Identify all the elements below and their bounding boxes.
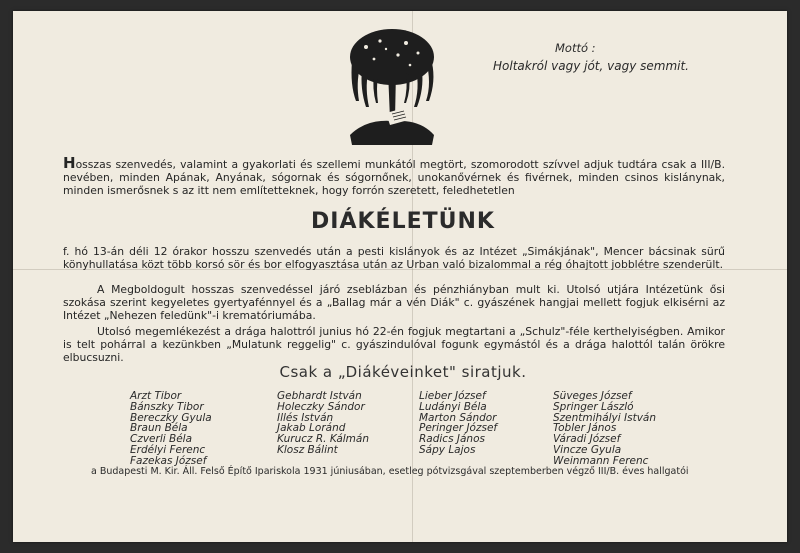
name: Ludányi Béla xyxy=(419,400,487,413)
motto-label: Mottó : xyxy=(555,41,596,55)
name: Tobler János xyxy=(553,422,617,435)
memorial-text: Utolsó megemlékezést a drága halottról junius hó 22-én fogjuk megtartani a „Schulz"-féle kerthelyiségben. Amikor is telt pohárral a kezünkben „Mulatunk reggelig" c. gyászindulóval fogunk egymástól és a drága halottól talán örökre elbucsuzni. xyxy=(63,325,725,364)
name: Weinmann Ferenc xyxy=(553,454,649,467)
motto-text: Holtakról vagy jót, vagy semmit. xyxy=(493,59,689,73)
intro-text: osszas szenvedés, valamint a gyakorlati és szellemi munkától megtört, szomorodott szívvel adjuk tudtára csak a III/B. nevében, minden Apának, Anyának, sógornak és sógornőnek, unokanővérnek és fivérnek, minden csinos kislánynak, minden ismerősnek s az itt nem említetteknek, hogy forrón szeretett, feledhetetlen xyxy=(63,158,725,197)
name: Arzt Tibor xyxy=(130,390,182,402)
names-column-3 xyxy=(419,391,497,456)
mourners-line: Csak a „Diákéveinket" siratjuk. xyxy=(279,363,527,381)
name: Klosz Bálint xyxy=(277,443,338,456)
name: Erdélyi Ferenc xyxy=(130,443,206,456)
death-paragraph: f. hó 13-án déli 12 órakor hosszu szenvedés után a pesti kislányok és az Intézet „Simákjának", Mencer bácsinak sürű könyhullatása közt több korsó sör és bor elfogyasztása után az Urban való bizalommal a rég óhajtott jobblétre szenderült. xyxy=(63,245,725,271)
intro-paragraph xyxy=(63,154,725,197)
obituary-title: DIÁKÉLETÜNK xyxy=(311,209,495,234)
name: Peringer József xyxy=(419,422,498,435)
obituary-sheet xyxy=(13,11,787,542)
name: Marton Sándor xyxy=(419,411,497,424)
funeral-paragraph xyxy=(63,283,725,322)
name: Radics János xyxy=(419,433,485,446)
names-column-4 xyxy=(553,391,656,467)
name: Bánszky Tibor xyxy=(130,400,204,413)
name: Lieber József xyxy=(419,390,486,402)
names-column-2 xyxy=(277,391,369,456)
name: Czverli Béla xyxy=(130,433,193,446)
name: Braun Béla xyxy=(130,422,188,435)
name: Holeczky Sándor xyxy=(277,400,365,413)
names-column-1 xyxy=(130,391,212,467)
name: Vincze Gyula xyxy=(553,443,622,456)
name: Illés István xyxy=(277,411,334,424)
funeral-text: A Megboldogult hosszas szenvedéssel járó zseblázban és pénzhiányban mult ki. Utolsó utjára Intézetünk ősi szokása szerint kegyeletes gyertyafénnyel és a „Ballag már a vén Diák" c. gyászének hangjai mellett fogjuk elkisérni az Intézet „Nehezen feledünk"-i krematóriumába. xyxy=(63,283,725,322)
name: Bereczky Gyula xyxy=(130,411,212,424)
memorial-paragraph xyxy=(63,325,725,364)
name: Gebhardt István xyxy=(277,390,362,402)
name: Szentmihályi István xyxy=(553,411,657,424)
name: Váradi József xyxy=(553,433,621,446)
name: Jakab Loránd xyxy=(277,422,346,435)
name: Fazekas József xyxy=(130,454,207,467)
motto xyxy=(493,41,723,73)
name: Springer László xyxy=(553,400,634,413)
weeping-willow-grave-icon xyxy=(346,23,438,149)
drop-cap: H xyxy=(63,154,76,172)
footer-signature: a Budapesti M. Kir. Áll. Felső Építő Ipariskola 1931 júniusában, esetleg pótvizsgával szeptemberben végző III/B. éves hallgatói xyxy=(91,466,689,477)
name: Sápy Lajos xyxy=(419,443,476,456)
name: Kurucz R. Kálmán xyxy=(277,433,370,446)
name: Süveges József xyxy=(553,390,632,402)
